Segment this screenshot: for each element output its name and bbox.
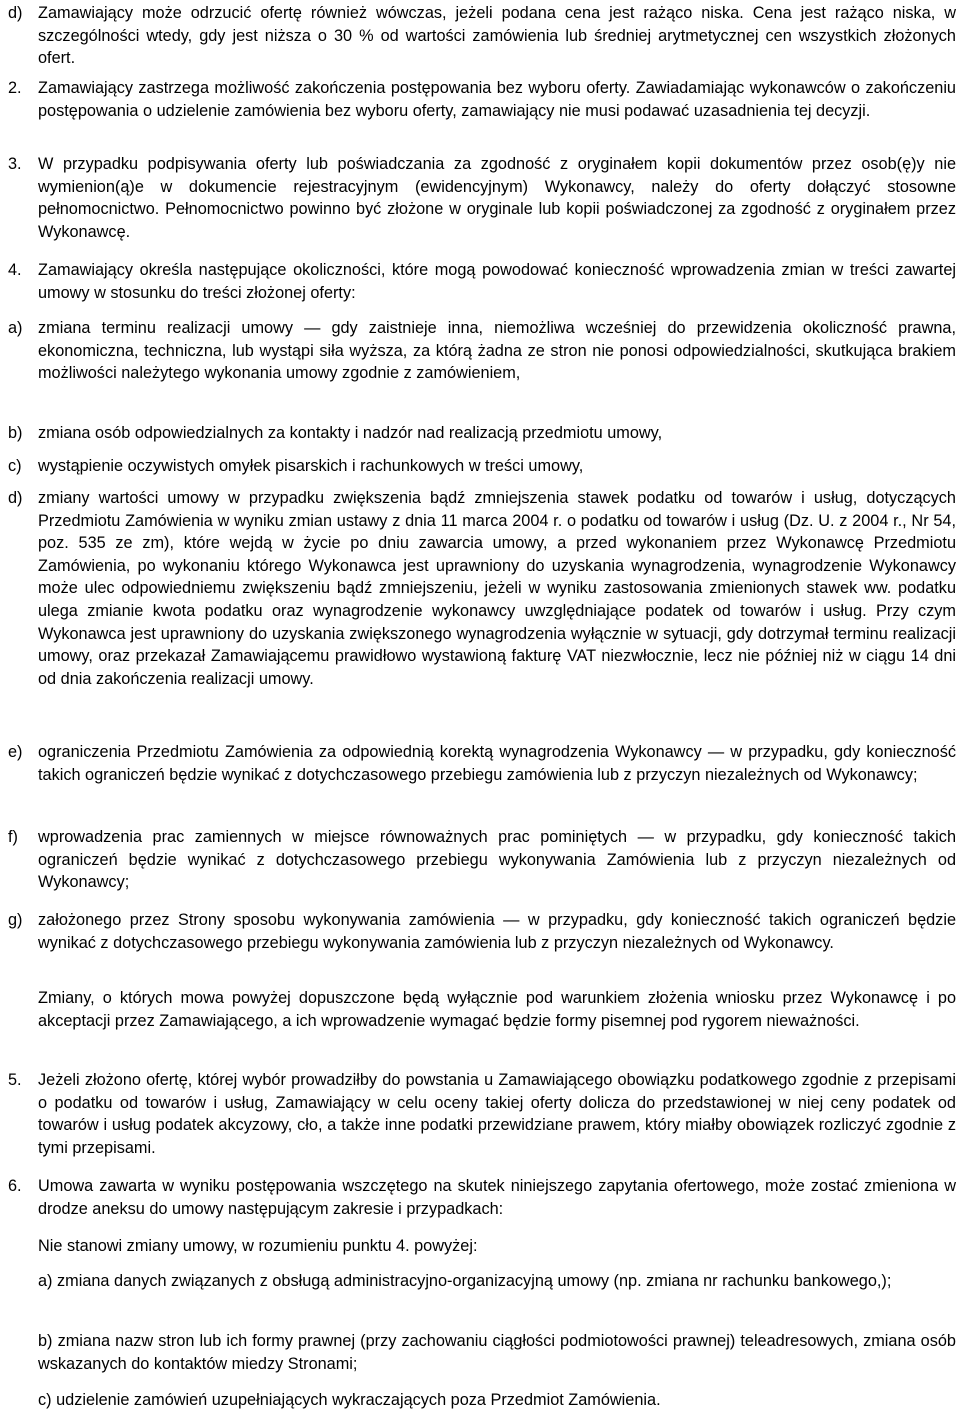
list-item	[8, 1069, 956, 1159]
item-label: c)	[8, 457, 22, 475]
list-item	[8, 455, 956, 478]
list-item	[8, 422, 956, 445]
item-text: wystąpienie oczywistych omyłek pisarskich i rachunkowych w treści umowy,	[38, 457, 584, 475]
item-text: Jeżeli złożono ofertę, której wybór prowadziłby do powstania u Zamawiającego obowiązku podatkowego zgodnie z przepisami o podatku od towarów i usług, Zamawiający w celu oceny takiej oferty dolicza do przedstawionej w niej ceny podatek od towarów i usług podatek akcyzowy, cło, a także inne podatki przewidziane prawem, który miałby obowiązek rozliczyć zgodnie z tymi przepisami.	[38, 1071, 956, 1157]
item-label: a)	[8, 319, 23, 337]
list-item	[8, 317, 956, 385]
list-item	[8, 741, 956, 786]
item-label: 5.	[8, 1071, 22, 1089]
item-label: b)	[8, 424, 23, 442]
item-text: zmiany wartości umowy w przypadku zwiększenia bądź zmniejszenia stawek podatku od towarów i usług, dotyczących Przedmiotu Zamówienia w wyniku zmian ustawy z dnia 11 marca 2004 r. o podatku od towarów i usług (Dz. U. z 2004 r., Nr 54, poz. 535 ze zm), które wejdą w życie po dniu zawarcia umowy, a przed wykonaniem przez Wykonawcę Przedmiotu Zamówienia, po wykonaniu którego Wykonawca jest uprawniony do uzyskania wynagrodzenia, wynagrodzenie Wykonawcy może ulec odpowiedniemu zwiększeniu bądź zmniejszeniu, jeżeli w wyniku zastosowania zmienionych stawek ww. podatku ulega zmianie kwota podatku oraz wynagrodzenie wykonawcy uwzględniające podatek od towarów i usług. Przy czym Wykonawca jest uprawniony do uzyskania zwiększonego wynagrodzenia wyłącznie w sytuacji, gdy dotrzymał terminu realizacji umowy, oraz przekazał Zamawiającemu prawidłowo wystawioną fakturę VAT niezwłocznie, lecz nie później niż w ciągu 14 dni od dnia zakończenia realizacji umowy.	[38, 489, 956, 688]
item-label: f)	[8, 828, 18, 846]
paragraph: c) udzielenie zamówień uzupełniających wykraczających poza Przedmiot Zamówienia.	[38, 1391, 661, 1409]
paragraph: Zmiany, o których mowa powyżej dopuszczone będą wyłącznie pod warunkiem złożenia wniosku przez Wykonawcę i po akceptacji przez Zamawiającego, a ich wprowadzenie wymagać będzie formy pisemnej pod rygorem nieważności.	[38, 989, 956, 1030]
item-text: wprowadzenia prac zamiennych w miejsce równoważnych prac pominiętych — w przypadku, gdy konieczność takich ograniczeń będzie wynikać z dotychczasowego przebiegu wykonywania Zamówienia lub z przyczyn niezależnych od Wykonawcy;	[38, 828, 956, 892]
list-item	[8, 1175, 956, 1220]
list-item	[8, 153, 956, 243]
item-label: 4.	[8, 261, 22, 279]
item-text: Zamawiający zastrzega możliwość zakończenia postępowania bez wyboru oferty. Zawiadamiając wykonawców o zakończeniu postępowania o udzielenie zamówienia bez wyboru oferty, zamawiający nie musi podawać uzasadnienia tej decyzji.	[38, 79, 956, 120]
item-label: 6.	[8, 1177, 22, 1195]
item-text: W przypadku podpisywania oferty lub poświadczania za zgodność z oryginałem kopii dokumentów przez osob(ę)y nie wymienion(ą)e w dokumencie rejestracyjnym (ewidencyjnym) Wykonawcy, należy do oferty dołączyć stosowne pełnomocnictwo. Pełnomocnictwo powinno być złożone w oryginale lub kopii poświadczonej za zgodność z oryginałem przez Wykonawcę.	[38, 155, 956, 241]
paragraph: b) zmiana nazw stron lub ich formy prawnej (przy zachowaniu ciągłości podmiotowości prawnej) teleadresowych, zmiana osób wskazanych do kontaktów miedzy Stronami;	[38, 1332, 956, 1373]
item-text: Zamawiający określa następujące okoliczności, które mogą powodować konieczność wprowadzenia zmian w treści zawartej umowy w stosunku do treści złożonej oferty:	[38, 261, 956, 302]
item-label: e)	[8, 743, 23, 761]
list-item	[8, 77, 956, 122]
paragraph: Nie stanowi zmiany umowy, w rozumieniu punktu 4. powyżej:	[38, 1237, 478, 1255]
item-label: 2.	[8, 79, 22, 97]
list-item	[8, 909, 956, 954]
list-item	[8, 487, 956, 690]
item-text: Zamawiający może odrzucić ofertę również wówczas, jeżeli podana cena jest rażąco niska. Cena jest rażąco niska, w szczególności wtedy, gdy jest niższa o 30 % od wartości zamówienia lub średniej arytmetycznej cen wszystkich złożonych ofert.	[38, 4, 956, 68]
item-text: założonego przez Strony sposobu wykonywania zamówienia — w przypadku, gdy konieczność takich ograniczeń będzie wynikać z dotychczasowego przebiegu wykonywania zamówienia lub z przyczyn niezależnych od Wykonawcy.	[38, 911, 956, 952]
list-item	[8, 826, 956, 894]
item-label: d)	[8, 489, 23, 507]
item-text: zmiana terminu realizacji umowy — gdy zaistnieje inna, niemożliwa wcześniej do przewidzenia okoliczność prawna, ekonomiczna, techniczna, lub wystąpi siła wyższa, za którą żadna ze stron nie ponosi odpowiedzialności, skutkująca brakiem możliwości należytego wykonania umowy zgodnie z zamówieniem,	[38, 319, 956, 383]
list-item	[8, 259, 956, 304]
item-label: 3.	[8, 155, 22, 173]
paragraph: a) zmiana danych związanych z obsługą administracyjno-organizacyjną umowy (np. zmiana nr rachunku bankowego,);	[38, 1272, 892, 1290]
list-item	[8, 2, 956, 70]
item-text: zmiana osób odpowiedzialnych za kontakty i nadzór nad realizacją przedmiotu umowy,	[38, 424, 663, 442]
item-label: d)	[8, 4, 23, 22]
item-text: Umowa zawarta w wyniku postępowania wszczętego na skutek niniejszego zapytania ofertowego, może zostać zmieniona w drodze aneksu do umowy następującym zakresie i przypadkach:	[38, 1177, 956, 1218]
item-text: ograniczenia Przedmiotu Zamówienia za odpowiednią korektą wynagrodzenia Wykonawcy — w przypadku, gdy konieczność takich ograniczeń będzie wynikać z dotychczasowego przebiegu zamówienia lub z przyczyn niezależnych od Wykonawcy;	[38, 743, 956, 784]
item-label: g)	[8, 911, 23, 929]
